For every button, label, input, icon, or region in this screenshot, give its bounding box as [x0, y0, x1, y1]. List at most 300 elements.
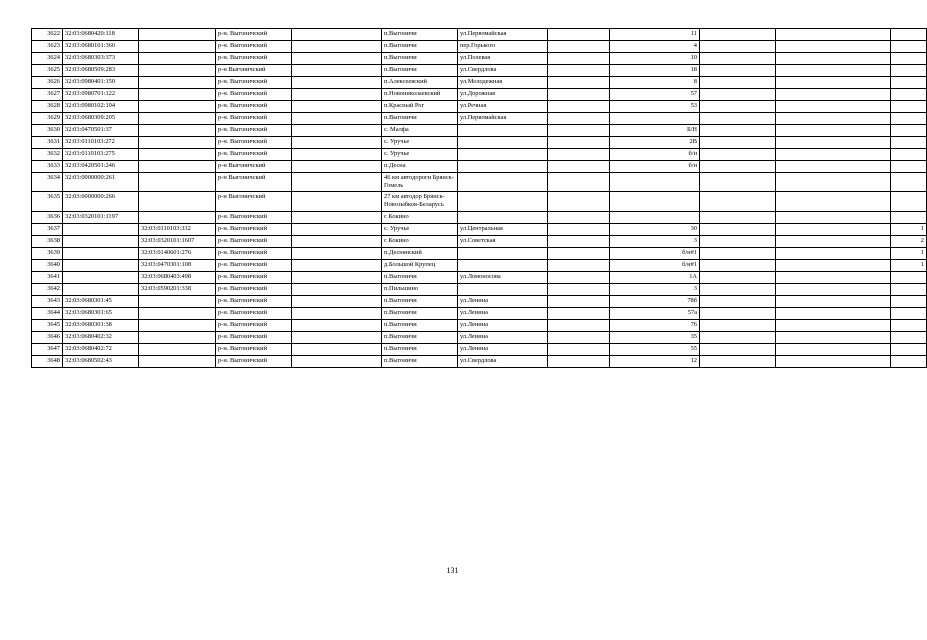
- cell-street: [458, 260, 548, 272]
- cell-cadastral-number-alt: [139, 332, 216, 344]
- cell-locality: с. Уручье: [382, 149, 458, 161]
- cell-house: 57: [610, 89, 700, 101]
- cell-empty: [292, 101, 382, 113]
- cell-cadastral-number: 32:03:0680301:65: [63, 308, 139, 320]
- cell-empty: [700, 272, 776, 284]
- cell-value: [891, 65, 927, 77]
- cell-district: р-н. Выгоничский: [216, 308, 292, 320]
- cell-empty: [776, 192, 891, 212]
- cell-empty: [776, 236, 891, 248]
- cell-street: пер.Горького: [458, 41, 548, 53]
- cell-district: р-н. Выгоничский: [216, 356, 292, 368]
- cell-street: ул.Свердлова: [458, 65, 548, 77]
- cell-street: [458, 248, 548, 260]
- cell-empty: [548, 161, 610, 173]
- cell-district: р-н. Выгоничский: [216, 29, 292, 41]
- cell-district: р-н. Выгоничский: [216, 89, 292, 101]
- cell-empty: [548, 320, 610, 332]
- cell-cadastral-number: 32:03:0980401:150: [63, 77, 139, 89]
- cell-cadastral-number-alt: 32:03:0320101:1607: [139, 236, 216, 248]
- cell-cadastral-number-alt: 32:03:0470301:108: [139, 260, 216, 272]
- cell-cadastral-number: 32:03:0980701:122: [63, 89, 139, 101]
- table-row: [32, 224, 927, 236]
- cell-house: б/н: [610, 149, 700, 161]
- cell-empty: [292, 29, 382, 41]
- table-row: [32, 212, 927, 224]
- cell-empty: [292, 272, 382, 284]
- cell-empty: [700, 224, 776, 236]
- cell-house: [610, 113, 700, 125]
- cell-value: 1: [891, 260, 927, 272]
- cell-house: [610, 192, 700, 212]
- cell-cadastral-number-alt: [139, 149, 216, 161]
- cell-locality: п.Выгоничи: [382, 113, 458, 125]
- cell-cadastral-number: 32:03:0680309:205: [63, 113, 139, 125]
- cell-empty: [292, 260, 382, 272]
- cell-empty: [292, 77, 382, 89]
- cell-empty: [776, 65, 891, 77]
- cell-empty: [292, 113, 382, 125]
- cell-number: 3634: [32, 173, 63, 192]
- cell-empty: [776, 224, 891, 236]
- cell-number: 3629: [32, 113, 63, 125]
- cell-number: 3644: [32, 308, 63, 320]
- cell-locality: п.Выгоничи: [382, 272, 458, 284]
- table-row: [32, 296, 927, 308]
- table-row: [32, 89, 927, 101]
- cell-empty: [548, 125, 610, 137]
- cell-cadastral-number-alt: [139, 125, 216, 137]
- cell-cadastral-number-alt: [139, 296, 216, 308]
- cell-number: 3643: [32, 296, 63, 308]
- cell-empty: [548, 248, 610, 260]
- cell-locality: п.Деснянский: [382, 248, 458, 260]
- cell-empty: [776, 125, 891, 137]
- cell-value: [891, 149, 927, 161]
- cell-district: р-н. Выгоничский: [216, 113, 292, 125]
- cell-empty: [700, 296, 776, 308]
- table-row: [32, 53, 927, 65]
- cell-empty: [776, 260, 891, 272]
- cell-cadastral-number: 32:03:0680101:360: [63, 41, 139, 53]
- cell-empty: [776, 173, 891, 192]
- cell-empty: [700, 77, 776, 89]
- cell-empty: [700, 53, 776, 65]
- cell-street: ул.Свердлова: [458, 356, 548, 368]
- cell-empty: [292, 161, 382, 173]
- cell-empty: [548, 149, 610, 161]
- cell-value: [891, 272, 927, 284]
- cell-locality: п.Выгоничи: [382, 41, 458, 53]
- cell-cadastral-number: 32:03:0470501:37: [63, 125, 139, 137]
- cell-empty: [700, 173, 776, 192]
- cell-house: 11: [610, 29, 700, 41]
- cell-value: 2: [891, 236, 927, 248]
- cell-number: 3623: [32, 41, 63, 53]
- cell-cadastral-number-alt: [139, 308, 216, 320]
- cell-cadastral-number-alt: [139, 192, 216, 212]
- cell-house: 78б: [610, 296, 700, 308]
- cell-empty: [548, 173, 610, 192]
- cell-district: р-н Выгоничский: [216, 161, 292, 173]
- cell-value: [891, 161, 927, 173]
- cell-empty: [548, 192, 610, 212]
- cell-house: 12: [610, 356, 700, 368]
- cell-house: 76: [610, 320, 700, 332]
- cell-district: р-н. Выгоничский: [216, 212, 292, 224]
- cell-empty: [700, 248, 776, 260]
- cell-locality: п.Выгоничи: [382, 53, 458, 65]
- table-row: [32, 137, 927, 149]
- cell-value: [891, 296, 927, 308]
- cell-district: р-н. Выгоничский: [216, 125, 292, 137]
- cell-number: 3630: [32, 125, 63, 137]
- page-number: 131: [446, 566, 459, 575]
- cell-empty: [776, 89, 891, 101]
- cell-empty: [292, 236, 382, 248]
- cell-number: 3641: [32, 272, 63, 284]
- cell-empty: [700, 65, 776, 77]
- cell-house: 53: [610, 101, 700, 113]
- cell-street: [458, 137, 548, 149]
- cell-empty: [548, 89, 610, 101]
- cell-cadastral-number: 32:03:0420501:246: [63, 161, 139, 173]
- cell-empty: [292, 308, 382, 320]
- cell-cadastral-number: 32:03:0110103:275: [63, 149, 139, 161]
- cell-number: 3627: [32, 89, 63, 101]
- cell-locality: п.Новониколаевский: [382, 89, 458, 101]
- cell-value: [891, 137, 927, 149]
- cell-house: 8: [610, 77, 700, 89]
- cell-locality: п.Выгоничи: [382, 356, 458, 368]
- cell-empty: [776, 284, 891, 296]
- cell-number: 3625: [32, 65, 63, 77]
- cell-empty: [776, 161, 891, 173]
- cell-district: р-н. Выгоничский: [216, 77, 292, 89]
- registry-body: [32, 29, 927, 368]
- cell-empty: [548, 332, 610, 344]
- table-row: [32, 344, 927, 356]
- cell-empty: [776, 101, 891, 113]
- cell-cadastral-number: 32:03:0680301:45: [63, 296, 139, 308]
- cell-house: б/н: [610, 161, 700, 173]
- table-row: [32, 29, 927, 41]
- cell-district: р-н. Выгоничский: [216, 248, 292, 260]
- cell-number: 3638: [32, 236, 63, 248]
- cell-cadastral-number-alt: 32:03:0590201:338: [139, 284, 216, 296]
- cell-value: [891, 320, 927, 332]
- cell-value: [891, 308, 927, 320]
- cell-district: р-н Выгоничский: [216, 65, 292, 77]
- cell-number: 3636: [32, 212, 63, 224]
- cell-cadastral-number-alt: [139, 89, 216, 101]
- cell-district: р-н. Выгоничский: [216, 344, 292, 356]
- cell-empty: [548, 212, 610, 224]
- cell-district: р-н. Выгоничский: [216, 41, 292, 53]
- cell-empty: [700, 125, 776, 137]
- cell-house: 3: [610, 236, 700, 248]
- table-row: [32, 308, 927, 320]
- cell-empty: [548, 284, 610, 296]
- cell-value: 1: [891, 248, 927, 260]
- cell-empty: [700, 137, 776, 149]
- cell-district: р-н. Выгоничский: [216, 332, 292, 344]
- registry-table: [31, 28, 927, 368]
- cell-cadastral-number-alt: [139, 65, 216, 77]
- cell-cadastral-number: [63, 236, 139, 248]
- cell-house: 57а: [610, 308, 700, 320]
- cell-empty: [548, 296, 610, 308]
- cell-house: 18: [610, 65, 700, 77]
- cell-house: б/н#1: [610, 248, 700, 260]
- cell-street: ул.Центральная: [458, 224, 548, 236]
- cell-empty: [776, 344, 891, 356]
- cell-cadastral-number: 32:03:0000000:266: [63, 192, 139, 212]
- cell-house: 10: [610, 53, 700, 65]
- cell-empty: [292, 320, 382, 332]
- cell-locality: 27 км автодор Брянск-Новозыбков-Беларусь: [382, 192, 458, 212]
- cell-cadastral-number-alt: [139, 161, 216, 173]
- cell-number: 3647: [32, 344, 63, 356]
- cell-street: ул.Советская: [458, 236, 548, 248]
- cell-district: р-н Выгоничский: [216, 192, 292, 212]
- cell-value: [891, 212, 927, 224]
- cell-empty: [776, 29, 891, 41]
- cell-locality: с Кокино: [382, 212, 458, 224]
- cell-empty: [548, 260, 610, 272]
- cell-empty: [548, 77, 610, 89]
- cell-number: 3628: [32, 101, 63, 113]
- cell-cadastral-number-alt: [139, 173, 216, 192]
- cell-value: [891, 41, 927, 53]
- cell-empty: [776, 308, 891, 320]
- cell-cadastral-number: 32:03:0680303:373: [63, 53, 139, 65]
- cell-number: 3633: [32, 161, 63, 173]
- table-row: [32, 260, 927, 272]
- cell-locality: 46 км автодороги Брянск-Гомель: [382, 173, 458, 192]
- cell-empty: [548, 344, 610, 356]
- cell-empty: [548, 65, 610, 77]
- cell-street: ул.Ленина: [458, 296, 548, 308]
- cell-cadastral-number: 32:03:0000000:261: [63, 173, 139, 192]
- cell-number: 3632: [32, 149, 63, 161]
- cell-empty: [776, 53, 891, 65]
- cell-district: р-н Выгоничский: [216, 173, 292, 192]
- cell-locality: п.Выгоничи: [382, 320, 458, 332]
- cell-value: [891, 192, 927, 212]
- cell-locality: п.Красный Рог: [382, 101, 458, 113]
- cell-cadastral-number: 32:03:0680402:32: [63, 332, 139, 344]
- cell-number: 3640: [32, 260, 63, 272]
- cell-cadastral-number-alt: [139, 101, 216, 113]
- cell-district: р-н. Выгоничский: [216, 272, 292, 284]
- cell-empty: [700, 332, 776, 344]
- cell-empty: [292, 173, 382, 192]
- cell-empty: [292, 248, 382, 260]
- cell-empty: [548, 236, 610, 248]
- cell-number: 3645: [32, 320, 63, 332]
- cell-street: ул.Первомайская: [458, 113, 548, 125]
- cell-empty: [700, 161, 776, 173]
- cell-empty: [700, 113, 776, 125]
- cell-street: ул.Речная: [458, 101, 548, 113]
- cell-number: 3646: [32, 332, 63, 344]
- cell-cadastral-number: [63, 284, 139, 296]
- cell-locality: п.Пильшино: [382, 284, 458, 296]
- table-row: [32, 113, 927, 125]
- cell-street: [458, 125, 548, 137]
- cell-value: [891, 344, 927, 356]
- table-row: [32, 320, 927, 332]
- cell-empty: [548, 53, 610, 65]
- cell-empty: [548, 41, 610, 53]
- cell-value: [891, 113, 927, 125]
- cell-value: [891, 89, 927, 101]
- cell-empty: [292, 137, 382, 149]
- cell-value: [891, 77, 927, 89]
- cell-house: [610, 173, 700, 192]
- cell-house: 55: [610, 344, 700, 356]
- cell-house: б/н#1: [610, 260, 700, 272]
- cell-cadastral-number-alt: [139, 137, 216, 149]
- cell-empty: [292, 53, 382, 65]
- cell-cadastral-number: 32:03:0680402:72: [63, 344, 139, 356]
- table-row: [32, 248, 927, 260]
- cell-empty: [548, 29, 610, 41]
- cell-empty: [776, 320, 891, 332]
- cell-number: 3626: [32, 77, 63, 89]
- cell-cadastral-number: [63, 272, 139, 284]
- cell-locality: п.Выгоничи: [382, 332, 458, 344]
- cell-street: ул.Ломоносова: [458, 272, 548, 284]
- cell-street: ул.Дорожная: [458, 89, 548, 101]
- cell-value: [891, 53, 927, 65]
- cell-house: Б/Н: [610, 125, 700, 137]
- cell-cadastral-number-alt: [139, 320, 216, 332]
- cell-cadastral-number: [63, 260, 139, 272]
- cell-cadastral-number-alt: 32:03:0680403:498: [139, 272, 216, 284]
- cell-house: [610, 212, 700, 224]
- cell-number: 3631: [32, 137, 63, 149]
- cell-street: [458, 161, 548, 173]
- cell-street: [458, 212, 548, 224]
- cell-empty: [548, 356, 610, 368]
- cell-empty: [700, 260, 776, 272]
- cell-house: 35: [610, 332, 700, 344]
- cell-empty: [776, 212, 891, 224]
- cell-cadastral-number: [63, 224, 139, 236]
- table-row: [32, 41, 927, 53]
- cell-empty: [700, 149, 776, 161]
- cell-cadastral-number: [63, 248, 139, 260]
- cell-cadastral-number: 32:03:0320101:1197: [63, 212, 139, 224]
- cell-house: 1А: [610, 272, 700, 284]
- cell-locality: с. Уручье: [382, 224, 458, 236]
- cell-empty: [292, 296, 382, 308]
- cell-empty: [548, 308, 610, 320]
- cell-street: ул.Ленина: [458, 320, 548, 332]
- cell-cadastral-number: 32:03:0680502:43: [63, 356, 139, 368]
- table-row: [32, 236, 927, 248]
- cell-cadastral-number-alt: 32:03:0110103:332: [139, 224, 216, 236]
- cell-empty: [292, 332, 382, 344]
- cell-house: 30: [610, 224, 700, 236]
- cell-district: р-н. Выгоничский: [216, 149, 292, 161]
- cell-value: [891, 101, 927, 113]
- cell-empty: [776, 296, 891, 308]
- cell-empty: [700, 356, 776, 368]
- table-row: [32, 192, 927, 212]
- cell-empty: [548, 272, 610, 284]
- cell-cadastral-number-alt: [139, 356, 216, 368]
- cell-house: 2В: [610, 137, 700, 149]
- cell-district: р-н. Выгоничский: [216, 260, 292, 272]
- cell-empty: [548, 224, 610, 236]
- cell-house: 3: [610, 284, 700, 296]
- cell-empty: [292, 224, 382, 236]
- cell-street: [458, 192, 548, 212]
- cell-district: р-н. Выгоничский: [216, 236, 292, 248]
- cell-empty: [776, 41, 891, 53]
- table-row: [32, 149, 927, 161]
- cell-empty: [700, 89, 776, 101]
- cell-empty: [292, 212, 382, 224]
- cell-empty: [292, 149, 382, 161]
- cell-empty: [292, 125, 382, 137]
- table-row: [32, 332, 927, 344]
- cell-house: 4: [610, 41, 700, 53]
- cell-empty: [548, 113, 610, 125]
- cell-cadastral-number-alt: [139, 29, 216, 41]
- cell-cadastral-number-alt: [139, 53, 216, 65]
- cell-empty: [292, 65, 382, 77]
- cell-cadastral-number-alt: 32:03:0140601:276: [139, 248, 216, 260]
- cell-locality: п.Выгоничи: [382, 65, 458, 77]
- cell-empty: [700, 284, 776, 296]
- cell-empty: [776, 113, 891, 125]
- cell-district: р-н. Выгоничский: [216, 320, 292, 332]
- cell-number: 3624: [32, 53, 63, 65]
- cell-empty: [292, 356, 382, 368]
- table-row: [32, 125, 927, 137]
- table-row: [32, 161, 927, 173]
- cell-locality: п.Выгоничи: [382, 29, 458, 41]
- cell-cadastral-number: 32:03:0980102:104: [63, 101, 139, 113]
- cell-empty: [548, 101, 610, 113]
- cell-district: р-н. Выгоничский: [216, 284, 292, 296]
- cell-empty: [548, 137, 610, 149]
- table-row: [32, 65, 927, 77]
- cell-locality: п.Выгоничи: [382, 344, 458, 356]
- cell-value: [891, 332, 927, 344]
- cell-street: ул.Ленина: [458, 344, 548, 356]
- cell-district: р-н. Выгоничский: [216, 137, 292, 149]
- cell-empty: [776, 356, 891, 368]
- cell-cadastral-number-alt: [139, 113, 216, 125]
- cell-value: [891, 284, 927, 296]
- cell-empty: [700, 236, 776, 248]
- cell-district: р-н. Выгоничский: [216, 224, 292, 236]
- cell-number: 3637: [32, 224, 63, 236]
- cell-cadastral-number: 32:03:0110103:272: [63, 137, 139, 149]
- cell-cadastral-number: 32:03:0680301:38: [63, 320, 139, 332]
- cell-value: [891, 29, 927, 41]
- cell-empty: [700, 192, 776, 212]
- cell-empty: [292, 284, 382, 296]
- table-row: [32, 77, 927, 89]
- table-row: [32, 101, 927, 113]
- cell-cadastral-number: 32:03:0680509:283: [63, 65, 139, 77]
